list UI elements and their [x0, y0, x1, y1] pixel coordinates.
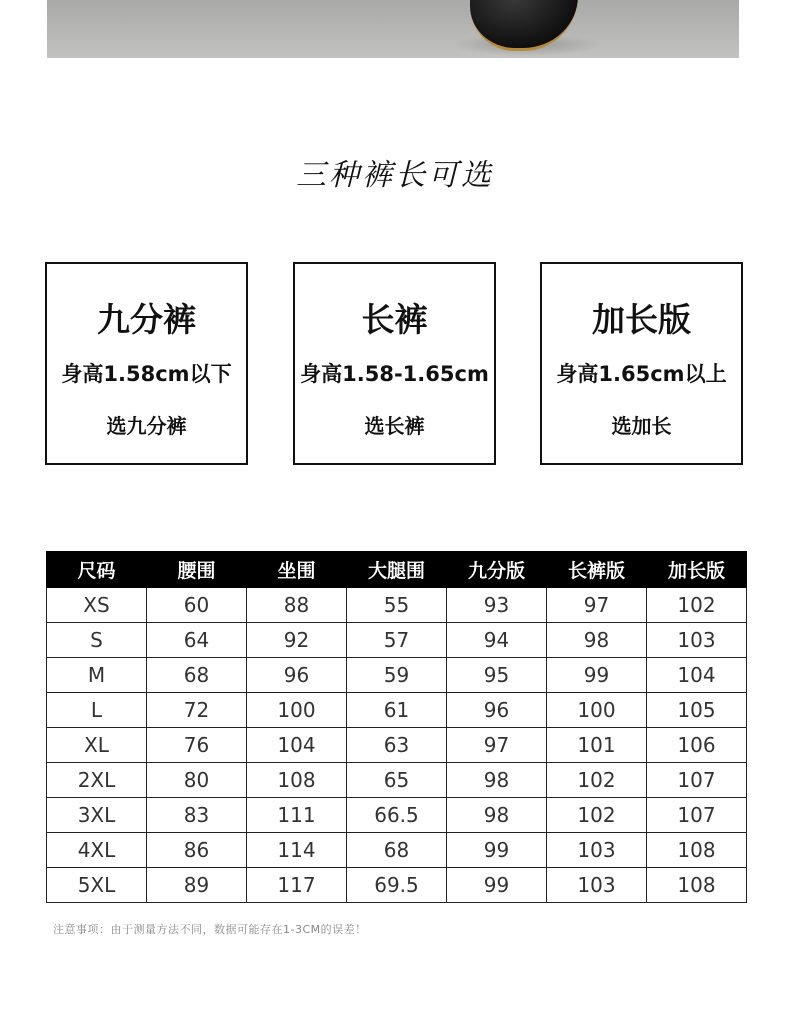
option-name: 九分裤	[97, 300, 196, 339]
table-row	[47, 798, 747, 833]
table-cell: 100	[547, 693, 647, 728]
table-cell: 106	[647, 728, 747, 763]
option-name: 长裤	[361, 300, 428, 339]
table-cell: 63	[347, 728, 447, 763]
table-cell: 60	[147, 588, 247, 623]
header-hip: 坐围	[247, 552, 347, 588]
table-cell: 80	[147, 763, 247, 798]
measurement-note: 注意事项：由于测量方法不同，数据可能存在1-3CM的误差！	[53, 923, 367, 936]
header-long-length: 长裤版	[547, 552, 647, 588]
header-waist: 腰围	[147, 552, 247, 588]
table-cell: 103	[547, 833, 647, 868]
table-cell: 97	[547, 588, 647, 623]
table-cell: 66.5	[347, 798, 447, 833]
table-cell: 102	[547, 763, 647, 798]
option-name: 加长版	[592, 300, 691, 339]
table-cell: 61	[347, 693, 447, 728]
table-cell: 99	[547, 658, 647, 693]
table-cell: 102	[547, 798, 647, 833]
table-cell: 97	[447, 728, 547, 763]
table-cell: 98	[447, 798, 547, 833]
product-photo-strip	[47, 0, 739, 58]
table-cell: 103	[647, 623, 747, 658]
table-cell: 104	[247, 728, 347, 763]
table-cell: 86	[147, 833, 247, 868]
table-cell: 68	[147, 658, 247, 693]
table-cell: 94	[447, 623, 547, 658]
table-cell: 64	[147, 623, 247, 658]
table-cell: 108	[647, 833, 747, 868]
table-cell: 101	[547, 728, 647, 763]
table-cell: 98	[547, 623, 647, 658]
section-title: 三种裤长可选	[296, 158, 494, 193]
option-card-cropped	[45, 262, 248, 465]
table-header-row	[47, 552, 747, 588]
header-cropped-length: 九分版	[447, 552, 547, 588]
option-height: 身高1.58-1.65cm	[300, 362, 489, 386]
table-cell: 107	[647, 798, 747, 833]
table-cell: 3XL	[47, 798, 147, 833]
table-cell: XL	[47, 728, 147, 763]
size-table-body	[47, 588, 747, 903]
table-cell: 59	[347, 658, 447, 693]
header-size: 尺码	[47, 552, 147, 588]
option-card-extended	[540, 262, 743, 465]
table-cell: 83	[147, 798, 247, 833]
table-row	[47, 833, 747, 868]
table-cell: 108	[647, 868, 747, 903]
header-thigh: 大腿围	[347, 552, 447, 588]
table-cell: 2XL	[47, 763, 147, 798]
table-row	[47, 763, 747, 798]
option-choose: 选长裤	[364, 414, 425, 438]
option-card-long	[293, 262, 496, 465]
table-cell: M	[47, 658, 147, 693]
table-cell: 99	[447, 868, 547, 903]
table-row	[47, 693, 747, 728]
table-cell: 69.5	[347, 868, 447, 903]
option-height: 身高1.58cm以下	[61, 362, 232, 386]
table-cell: 89	[147, 868, 247, 903]
table-row	[47, 728, 747, 763]
table-cell: 4XL	[47, 833, 147, 868]
table-row	[47, 868, 747, 903]
table-cell: 95	[447, 658, 547, 693]
table-cell: 98	[447, 763, 547, 798]
option-choose: 选加长	[611, 414, 672, 438]
table-cell: 103	[547, 868, 647, 903]
table-cell: 96	[447, 693, 547, 728]
size-table	[46, 551, 747, 903]
table-cell: 114	[247, 833, 347, 868]
table-cell: 57	[347, 623, 447, 658]
table-cell: 65	[347, 763, 447, 798]
table-cell: XS	[47, 588, 147, 623]
table-cell: 108	[247, 763, 347, 798]
table-cell: 100	[247, 693, 347, 728]
table-cell: 68	[347, 833, 447, 868]
table-cell: 107	[647, 763, 747, 798]
table-cell: S	[47, 623, 147, 658]
table-cell: 104	[647, 658, 747, 693]
table-cell: 55	[347, 588, 447, 623]
table-cell: 111	[247, 798, 347, 833]
table-cell: 92	[247, 623, 347, 658]
table-cell: 72	[147, 693, 247, 728]
table-cell: 76	[147, 728, 247, 763]
table-row	[47, 623, 747, 658]
option-height: 身高1.65cm以上	[556, 362, 727, 386]
table-cell: 102	[647, 588, 747, 623]
table-cell: 117	[247, 868, 347, 903]
table-cell: 99	[447, 833, 547, 868]
table-cell: L	[47, 693, 147, 728]
table-cell: 105	[647, 693, 747, 728]
table-cell: 88	[247, 588, 347, 623]
table-cell: 93	[447, 588, 547, 623]
option-choose: 选九分裤	[106, 414, 187, 438]
table-cell: 5XL	[47, 868, 147, 903]
header-extended-length: 加长版	[647, 552, 747, 588]
table-row	[47, 658, 747, 693]
table-row	[47, 588, 747, 623]
table-cell: 96	[247, 658, 347, 693]
